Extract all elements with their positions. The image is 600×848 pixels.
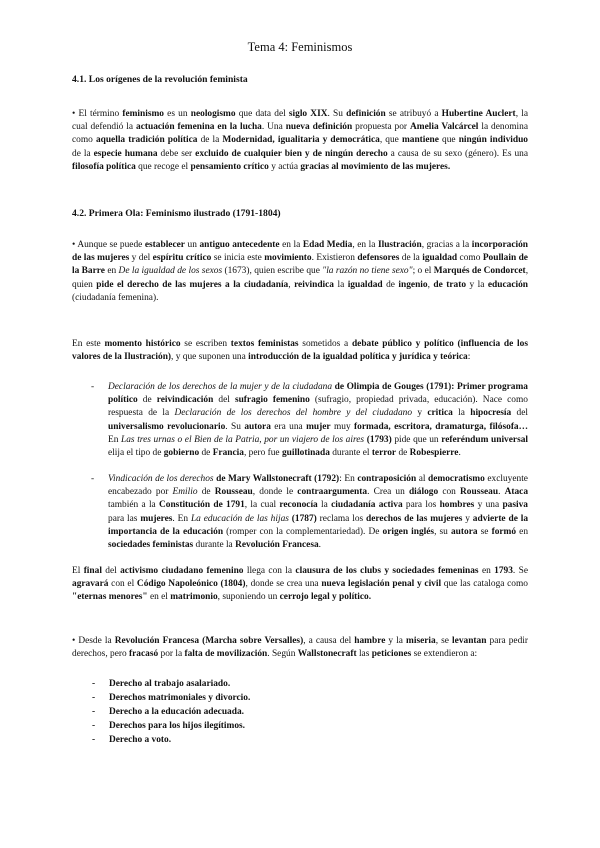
text-run: actuación femenina en la lucha — [136, 122, 262, 133]
text-run: formó — [491, 526, 517, 537]
text-run: ningún individuo — [458, 135, 528, 146]
text-run: terror — [371, 448, 397, 459]
text-run: nueva legislación penal y civil — [321, 579, 442, 590]
text-run: de Mary Wallstonecraft (1792) — [213, 474, 340, 484]
text-run: final — [83, 566, 102, 576]
text-run: referéndum universal — [441, 434, 529, 445]
paragraph-origins: • El término feminismo es un neologismo que data del siglo XIX. Su definición se atribuyó a Hubertine Auclert, la cual defendió la actuación femenina en la lucha. Una nueva definición propuesta por Amelia Valcárcel la denomina como aquella tradición política de la Modernidad, igualitaria y democrática, que mantiene que ningún individuo de la especie humana debe ser excluido de cualquier bien y de ningún derecho a causa de su sexo (género). Es una filosofía política que recoge el pensamiento crítico y actúa gracias al movimiento de las mujeres. — [72, 109, 529, 172]
text-run: mantiene — [401, 135, 439, 146]
text-run: Declaración de los derechos del hombre y del ciudadano — [174, 408, 413, 419]
text-run: (1793) — [366, 434, 392, 445]
text-run: mujer — [306, 421, 331, 432]
text-run: "eternas menores" — [72, 592, 148, 603]
text-run: autora — [244, 421, 271, 432]
text-run: antiguo antecedente — [199, 240, 280, 250]
list-item: - Derecho a la educación adecuada. — [92, 707, 244, 717]
text-run: contraargumenta — [297, 487, 368, 498]
sub-item-wallstonecraft: Vindicación de los derechos de Mary Wallstonecraft (1792): En contraposición al democratismo excluyente encabezado por Emilio de Rousseau, donde le contraargumenta. Crea un diálogo con Rousseau. Ataca también a la Constitución de 1791, la cual reconocía la ciudadanía activa para los hombres y una pasiva para las mujeres. En La educación de las hijas (1787) reclama los derechos de las mujeres y advierte de la importancia de la educación (romper con la complementariedad). De origen inglés, su autora se formó en sociedades feministas durante la Revolución Francesa. — [108, 474, 529, 551]
list-item: - Derecho a voto. — [92, 735, 172, 745]
text-run: La educación de las hijas — [190, 513, 289, 524]
text-run: De la igualdad de los sexos — [118, 266, 223, 277]
text-run: hipocresía — [470, 408, 512, 419]
text-run: educación — [487, 279, 528, 290]
text-run: Ilustración — [377, 240, 422, 250]
text-run: Poullain de la Barre — [72, 253, 528, 277]
text-run: origen inglés — [382, 526, 435, 537]
text-run: reivindica — [294, 279, 334, 290]
text-run: critica — [427, 408, 453, 419]
paragraph-momento-historico: En este momento histórico se escriben textos feministas sometidos a debate público y político (influencia de los valores de la Ilustración), y que suponen una introducción de la igualdad política y jurídica y teórica: — [72, 339, 528, 363]
text-run: Emilio — [172, 487, 198, 498]
text-run: movimiento — [264, 253, 312, 264]
text-run: Wallstonecraft — [297, 649, 357, 660]
text-run: reivindicación — [156, 395, 214, 406]
text-run: matrimonio — [170, 592, 218, 603]
dash-bullet: - — [91, 382, 95, 392]
text-run: defensores — [357, 253, 400, 264]
text-run: Amelia Valcárcel — [410, 122, 479, 133]
text-run: sociedades feministas — [108, 540, 194, 551]
paragraph-final-activismo: El final del activismo ciudadano femenino llega con la clausura de los clubs y sociedades femeninas en 1793. Se agravará con el Código Napoleónico (1804), donde se crea una nueva legislación penal y civil que las cataloga como "eternas menores" en el matrimonio, suponiendo un cerrojo legal y político. — [72, 566, 528, 603]
text-run: textos feministas — [230, 339, 299, 349]
text-run: miseria — [406, 636, 436, 646]
page-title: Tema 4: Feminismos — [247, 40, 353, 54]
paragraph-revolucion-francesa: • Desde la Revolución Francesa (Marcha sobre Versalles), a causa del hambre y la miseria, se levantan para pedir derechos, pero fracasó por la falta de movilización. Según Wallstonecraft las peticiones se extendieron a: — [72, 636, 528, 660]
text-run: debate público y político (influencia de los valores de la Ilustración) — [72, 339, 528, 363]
text-run: pide el derecho de las mujeres a la ciudadanía — [96, 279, 289, 290]
text-run: pensamiento crítico — [190, 161, 269, 172]
text-run: democratismo — [428, 474, 485, 484]
text-run: filosofía política — [72, 161, 136, 172]
text-run: clausura de los clubs y sociedades femeninas — [295, 566, 479, 576]
text-run: hambre — [354, 636, 386, 646]
text-run: advierte de la importancia de la educación — [108, 513, 529, 537]
text-run: Revolución Francesa (Marcha sobre Versalles) — [114, 636, 304, 646]
section-heading-4-1: 4.1. Los orígenes de la revolución feminista — [72, 74, 248, 85]
text-run: Código Napoleónico (1804) — [136, 579, 246, 590]
text-run: Hubertine Auclert — [441, 109, 516, 119]
text-run: pasiva — [502, 500, 528, 511]
text-run: hombres — [439, 500, 475, 511]
sub-item-olimpia-de-gouges: Declaración de los derechos de la mujer y de la ciudadana de Olimpia de Gouges (1791): Primer programa político de reivindicación del sufragio femenino (sufragio, propiedad privada, educación). Nace como respuesta de la Declaración de los derechos del hombre y del ciudadano y critica la hipocresía del universalismo revolucionario. Su autora era una mujer muy formada, escritora, dramaturga, filósofa… En Las tres urnas o el Bien de la Patria, por un viajero de los aires (1793) pide que un referéndum universal elija el tipo de gobierno de Francia, pero fue guillotinada durante el terror de Robespierre. — [108, 382, 529, 459]
list-item: - Derecho al trabajo asalariado. — [92, 679, 231, 689]
text-run: excluido de cualquier bien y de ningún derecho — [195, 148, 388, 159]
text-run: contraposición — [357, 474, 417, 484]
text-run: activismo ciudadano femenino — [120, 566, 244, 576]
text-run: Modernidad, igualitaria y democrática — [222, 135, 380, 146]
text-run: Las tres urnas o el Bien de la Patria, por un viajero de los aires — [121, 434, 365, 445]
text-run: Constitución de 1791 — [159, 500, 245, 511]
text-run: formada, escritora, dramaturga, filósofa… — [354, 421, 528, 432]
text-run: siglo XIX — [288, 109, 328, 119]
text-run: aquella tradición política — [95, 135, 198, 146]
text-run: momento histórico — [104, 339, 181, 349]
text-run: igualdad — [347, 279, 383, 290]
text-run: Vindicación de los derechos — [108, 474, 214, 484]
text-run: (1787) — [291, 513, 317, 524]
text-run: Revolución Francesa — [235, 540, 319, 551]
text-run: mujeres — [140, 513, 173, 524]
text-run: gracias al movimiento de las mujeres. — [300, 161, 451, 172]
text-run: fracasó — [129, 649, 159, 660]
text-run: falta de movilización — [184, 649, 268, 660]
text-run: de Olimpia de Gouges (1791): Primer programa político — [108, 382, 528, 406]
text-run: reconocía — [279, 500, 318, 511]
text-run: diálogo — [408, 487, 439, 498]
text-run: igualdad — [422, 253, 458, 264]
text-run: cerrojo legal y político. — [279, 592, 372, 603]
text-run: Edad Media — [302, 240, 353, 250]
text-run: Ataca — [504, 487, 529, 498]
text-run: definición — [346, 109, 386, 119]
text-run: 1793 — [494, 566, 513, 576]
text-run: de trato — [433, 279, 467, 290]
text-run: establecer — [144, 240, 185, 250]
text-run: peticiones — [371, 649, 412, 660]
text-run: introducción de la igualdad política y jurídica y teórica — [248, 352, 468, 363]
text-run: Declaración de los derechos de la mujer y de la ciudadana — [108, 382, 333, 392]
text-run: gobierno — [163, 448, 200, 459]
text-run: Rousseau — [214, 487, 253, 498]
text-run: levantan — [452, 636, 487, 646]
text-run: "la razón no tiene sexo" — [322, 266, 413, 277]
list-item: - Derechos matrimoniales y divorcio. — [92, 693, 251, 703]
text-run: especie humana — [93, 148, 158, 159]
text-run: espíritu crítico — [152, 253, 212, 264]
paragraph-ilustracion: • Aunque se puede establecer un antiguo antecedente en la Edad Media, en la Ilustración, gracias a la incorporación de las mujeres y del espíritu crítico se inicia este movimiento. Existieron defensores de la igualdad como Poullain de la Barre en De la igualdad de los sexos (1673), quien escribe que "la razón no tiene sexo"; o el Marqués de Condorcet, quien pide el derecho de las mujeres a la ciudadanía, reivindica la igualdad de ingenio, de trato y la educación (ciudadanía femenina). — [72, 240, 529, 303]
text-run: feminismo — [122, 109, 164, 119]
text-run: sufragio femenino — [234, 395, 310, 406]
text-run: ingenio — [398, 279, 428, 290]
text-run: derechos de las mujeres — [366, 513, 463, 524]
text-run: autora — [450, 526, 478, 537]
text-run: neologismo — [190, 109, 236, 119]
text-run: agravará — [72, 579, 109, 590]
text-run: incorporación de las mujeres — [72, 240, 528, 264]
text-run: Rousseau — [460, 487, 499, 498]
text-run: universalismo revolucionario — [108, 421, 226, 432]
dash-bullet: - — [91, 474, 95, 484]
section-heading-4-2: 4.2. Primera Ola: Feminismo ilustrado (1791-1804) — [72, 208, 281, 219]
text-run: guillotinada — [281, 448, 330, 459]
list-item: - Derechos para los hijos ilegítimos. — [92, 721, 246, 731]
text-run: Marqués de Condorcet — [433, 266, 526, 277]
text-run: Francia — [212, 448, 244, 459]
text-run: ciudadanía activa — [331, 500, 403, 511]
text-run: Robespierre — [409, 448, 459, 459]
text-run: nueva definición — [285, 122, 353, 133]
